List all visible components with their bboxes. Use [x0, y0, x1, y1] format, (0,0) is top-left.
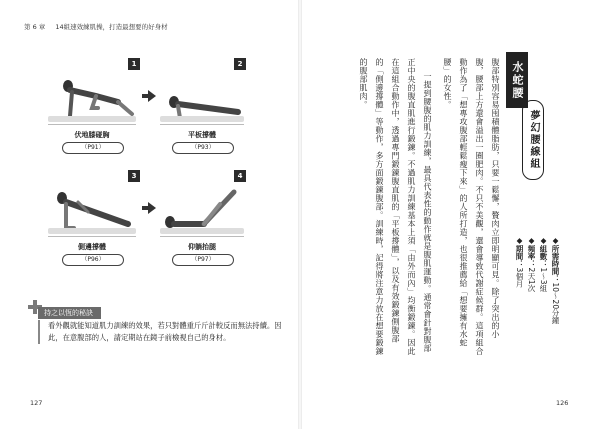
exercise-number: 2 — [234, 58, 246, 70]
exercise-illustration — [160, 184, 244, 237]
page-number-left: 127 — [30, 399, 43, 407]
body-column: 在這組合動作中，透過專門鍛鍊腹直肌的「平板撐體」，以及有效鍛鍊側腹部 — [391, 58, 400, 343]
exercise-illustration — [160, 72, 244, 125]
stat-sets: ◆組數：1～3組 — [539, 236, 548, 293]
page-reference: （P96） — [62, 254, 124, 266]
body-column: 腹，腰部上方還會溢出一圈肥肉。不只不美觀，還會導致代謝症候群。這項組合 — [475, 58, 484, 356]
arrow-right-icon — [148, 90, 156, 102]
exercise-number: 4 — [234, 170, 246, 182]
chapter-label: 第 6 章 — [24, 23, 46, 31]
exercise-number: 1 — [128, 58, 140, 70]
stat-period: ◆期間：3個月 — [515, 236, 524, 288]
chapter-title: 14組速效練肌操，打造最想要的好身材 — [55, 23, 168, 31]
exercise-illustration — [48, 184, 136, 237]
body-column: 一提到腰腹的肌力訓練，最具代表性的動作就是腹肌運動。通常會針對腹部 — [423, 72, 432, 353]
book-gutter — [298, 0, 302, 429]
arrow-right-icon — [148, 202, 156, 214]
body-column: 的「側邊撐體」等動作，多方面鍛鍊腹部。訓練時，記得將注意力放在想要鍛鍊 — [375, 58, 384, 356]
tip-body: 看外觀就能知道肌力訓練的效果，若只對體重斤斤計較反而無法持續。因此，在意腹部的人，請定期站在鏡子前檢視自己的身材。 — [38, 320, 292, 344]
exercise-illustration — [48, 72, 136, 125]
running-head — [24, 22, 168, 31]
stat-time: ◆所需時間：10～20分鐘 — [551, 236, 560, 325]
body-column: 腹部特別容易囤積體脂肪，只要一鬆懈，贅肉立即明顯可見。除了突出的小 — [491, 58, 500, 339]
stat-frequency: ◆頻率：2天1次 — [527, 236, 536, 293]
exercise-name: 仰躺抬腿 — [188, 243, 216, 251]
exercise-name: 平板撐體 — [188, 131, 216, 139]
tip-title: 持之以恆的秘訣 — [38, 307, 101, 319]
body-column: 動作為了「想專攻腹部輕鬆瘦下來」的人所打造，也很推薦給「想要擁有水蛇 — [459, 58, 468, 347]
page-reference: （P93） — [172, 142, 234, 154]
page-reference: （P91） — [62, 142, 124, 154]
page-reference: （P97） — [172, 254, 234, 266]
body-column: 的腹部肌肉。 — [359, 58, 368, 109]
exercise-number: 3 — [128, 170, 140, 182]
exercise-name: 伏地膝碰胸 — [74, 131, 110, 139]
body-column: 正中央的腹直肌進行鍛鍊。不過肌力訓練基本上須「由外而內」均衡鍛鍊。因此 — [407, 58, 416, 356]
exercise-name: 側邊撐體 — [78, 243, 106, 251]
body-column: 腰」的女性。 — [443, 58, 452, 109]
section-title: 水蛇腰 — [506, 52, 528, 108]
page-number-right: 126 — [556, 399, 569, 407]
section-subtitle: 夢幻腰線組 — [522, 100, 544, 180]
